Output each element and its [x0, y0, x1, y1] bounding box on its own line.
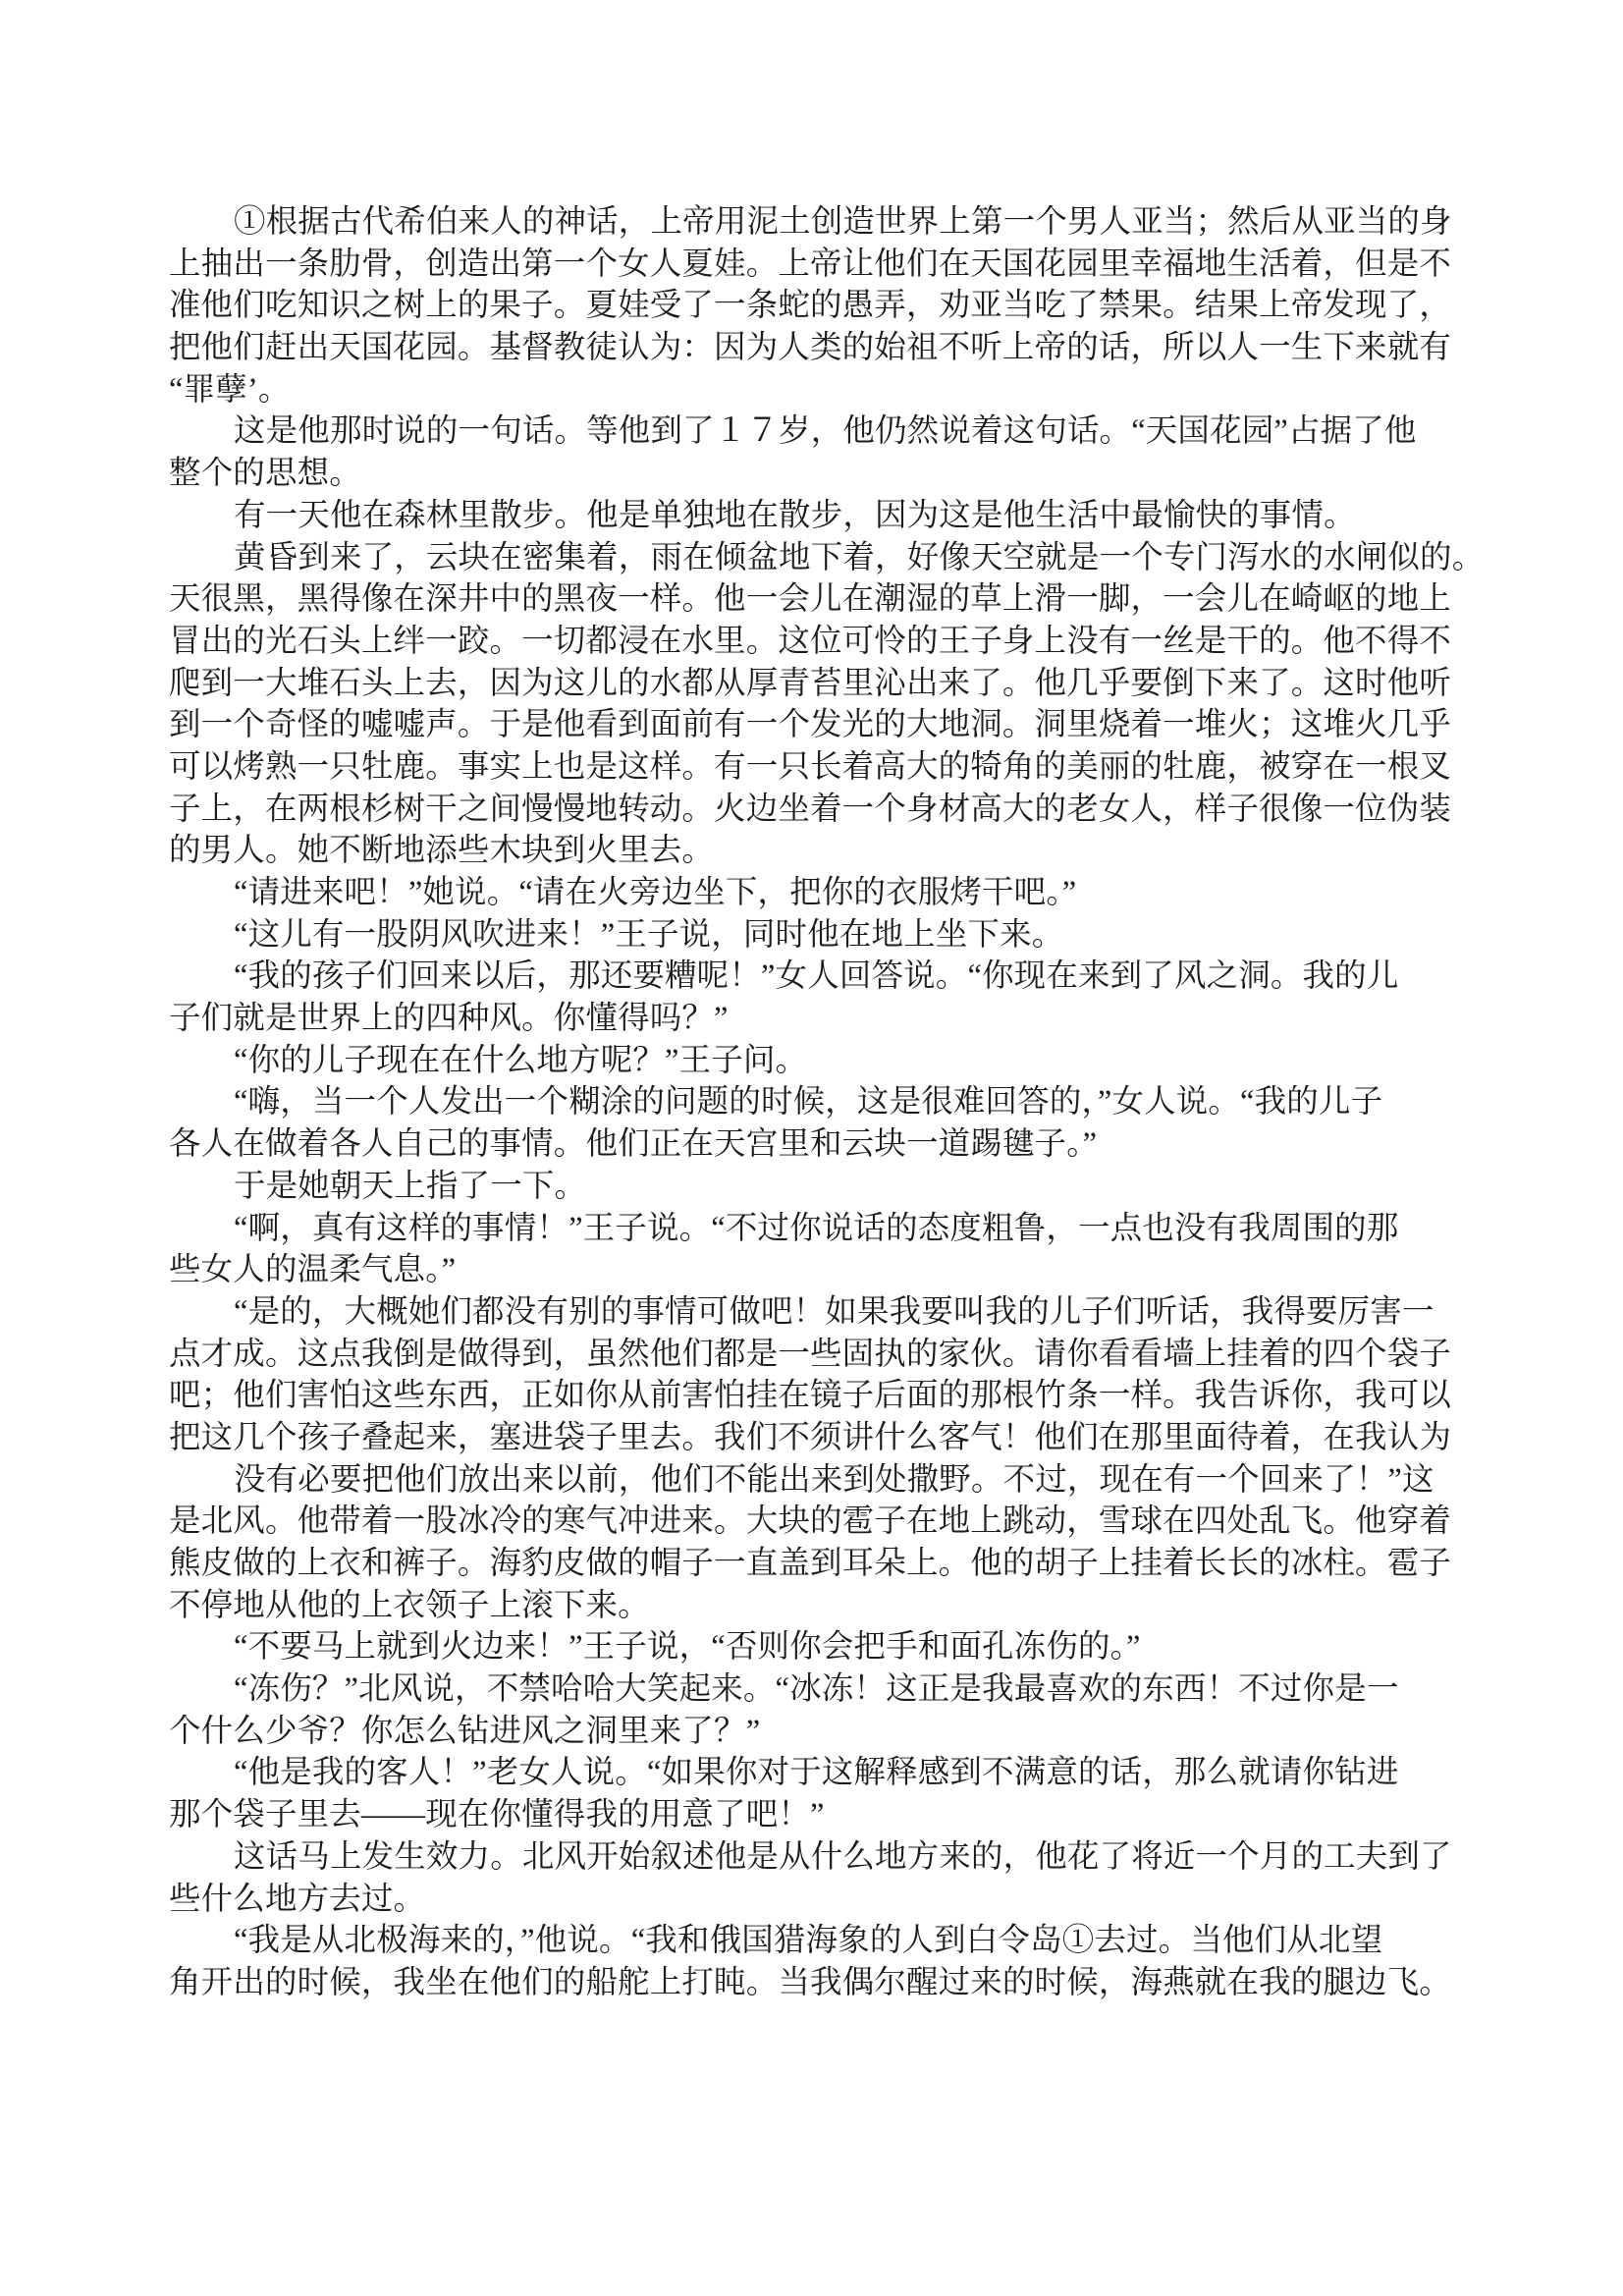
- text-line: 熊皮做的上衣和裤子。海豹皮做的帽子一直盖到耳朵上。他的胡子上挂着长长的冰柱。雹子: [169, 1546, 1452, 1581]
- text-line: “冻伤？”北风说，不禁哈哈大笑起来。“冰冻！这正是我最喜欢的东西！不过你是一: [234, 1671, 1399, 1708]
- text-line: 上抽出一条肋骨，创造出第一个女人夏娃。上帝让他们在天国花园里幸福地生活着，但是不: [169, 246, 1452, 282]
- text-line: 是北风。他带着一股冰冷的寒气冲进来。大块的雹子在地上跳动，雪球在四处乱飞。他穿着: [169, 1503, 1452, 1540]
- text-line: 整个的思想。: [169, 456, 361, 492]
- text-line: 不停地从他的上衣领子上滚下来。: [169, 1587, 650, 1623]
- text-line: 子们就是世界上的四种风。你懂得吗？”: [169, 1001, 729, 1037]
- text-line: 把这几个孩子叠起来，塞进袋子里去。我们不须讲什么客气！他们在那里面待着，在我认为: [169, 1419, 1452, 1455]
- text-line: 各人在做着各人自己的事情。他们正在天宫里和云块一道踢毽子。”: [169, 1126, 1098, 1163]
- text-line: “啊，真有这样的事情！”王子说。“不过你说话的态度粗鲁，一点也没有我周围的那: [234, 1210, 1399, 1246]
- text-line: 的男人。她不断地添些木块到火里去。: [169, 833, 715, 869]
- text-line: 个什么少爷？你怎么钻进风之洞里来了？”: [169, 1713, 761, 1749]
- text-line: 有一天他在森林里散步。他是单独地在散步，因为这是他生活中最愉快的事情。: [234, 497, 1356, 533]
- text-line: 爬到一大堆石头上去，因为这儿的水都从厚青苔里沁出来了。他几乎要倒下来了。这时他听: [169, 665, 1452, 701]
- text-line: “我的孩子们回来以后，那还要糟呢！”女人回答说。“你现在来到了风之洞。我的儿: [234, 958, 1399, 995]
- text-line: 那个袋子里去——现在你懂得我的用意了吧！”: [169, 1797, 825, 1833]
- text-line: ①根据古代希伯来人的神话，上帝用泥土创造世界上第一个男人亚当；然后从亚当的身: [234, 204, 1452, 240]
- text-line: 准他们吃知识之树上的果子。夏娃受了一条蛇的愚弄，劝亚当吃了禁果。结果上帝发现了，: [169, 288, 1452, 324]
- text-line: “他是我的客人！”老女人说。“如果你对于这解释感到不满意的话，那么就请你钻进: [234, 1755, 1399, 1791]
- text-line: 黄昏到来了，云块在密集着，雨在倾盆地下着，好像天空就是一个专门泻水的水闸似的。: [234, 539, 1485, 575]
- text-line: 把他们赶出天国花园。基督教徒认为：因为人类的始祖不听上帝的话，所以人一生下来就有: [169, 330, 1452, 366]
- text-line: 这是他那时说的一句话。等他到了１７岁，他仍然说着这句话。“天国花园”占据了他: [234, 413, 1417, 450]
- text-line: 吧；他们害怕这些东西，正如你从前害怕挂在镜子后面的那根竹条一样。我告诉你，我可以: [169, 1378, 1452, 1414]
- text-line: “是的，大概她们都没有别的事情可做吧！如果我要叫我的儿子们听话，我得要厉害一: [234, 1293, 1434, 1330]
- text-line: “请进来吧！”她说。“请在火旁边坐下，把你的衣服烤干吧。”: [234, 875, 1077, 910]
- story-text: [169, 201, 1485, 2004]
- text-line: 冒出的光石头上绊一跤。一切都浸在水里。这位可怜的王子身上没有一丝是干的。他不得不: [169, 623, 1452, 659]
- text-line: 些女人的温柔气息。”: [169, 1252, 457, 1288]
- text-line: “不要马上就到火边来！”王子说，“否则你会把手和面孔冻伤的。”: [234, 1629, 1141, 1666]
- text-line: 没有必要把他们放出来以前，他们不能出来到处撒野。不过，现在有一个回来了！”这: [234, 1461, 1434, 1498]
- text-line: “我是从北极海来的，”他说。“我和俄国猎海象的人到白令岛①去过。当他们从北望: [234, 1923, 1383, 1959]
- text-line: 可以烤熟一只牡鹿。事实上也是这样。有一只长着高大的犄角的美丽的牡鹿，被穿在一根叉: [169, 748, 1452, 785]
- text-line: “这儿有一股阴风吹进来！”王子说，同时他在地上坐下来。: [234, 916, 1064, 953]
- text-line: 子上，在两根杉树干之间慢慢地转动。火边坐着一个身材高大的老女人，样子很像一位伪装: [169, 791, 1452, 827]
- text-line: “罪孽’。: [169, 371, 291, 408]
- text-line: “你的儿子现在在什么地方呢？”王子问。: [234, 1042, 808, 1078]
- text-line: 到一个奇怪的嘘嘘声。于是他看到面前有一个发光的大地洞。洞里烧着一堆火；这堆火几乎: [169, 707, 1452, 743]
- text-line: “嗨，当一个人发出一个糊涂的问题的时候，这是很难回答的，”女人说。“我的儿子: [234, 1084, 1383, 1121]
- text-line: 角开出的时候，我坐在他们的船舵上打盹。当我偶尔醒过来的时候，海燕就在我的腿边飞。: [169, 1964, 1452, 2000]
- text-line: 这话马上发生效力。北风开始叙述他是从什么地方来的，他花了将近一个月的工夫到了: [234, 1838, 1452, 1875]
- text-line: 点才成。这点我倒是做得到，虽然他们都是一些固执的家伙。请你看看墙上挂着的四个袋子: [169, 1336, 1452, 1372]
- text-line: 天很黑，黑得像在深井中的黑夜一样。他一会儿在潮湿的草上滑一脚，一会儿在崎岖的地上: [169, 581, 1452, 618]
- text-line: 于是她朝天上指了一下。: [234, 1168, 587, 1204]
- text-line: 些什么地方去过。: [169, 1881, 426, 1917]
